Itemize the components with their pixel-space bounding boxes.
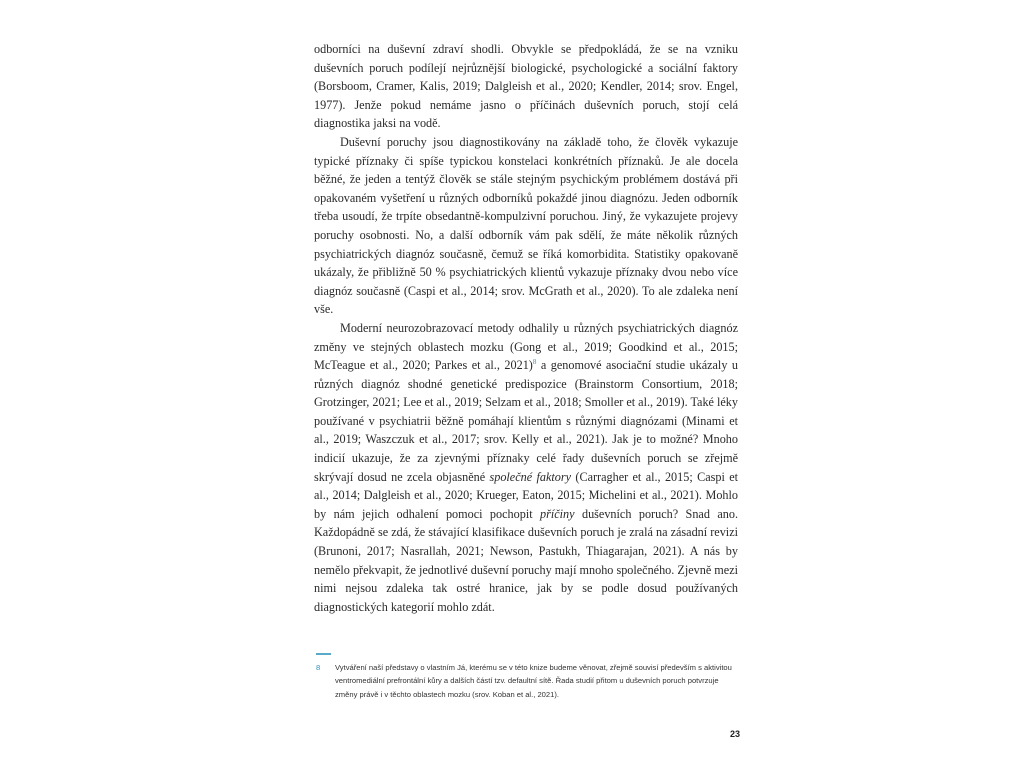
footnote-number: 8: [316, 663, 321, 672]
paragraph-3-part-4: duševních poruch? Snad ano. Každopádně se zdá, že stávající klasifikace duševních poruch je zralá na zásadní revizi (Brunoni, 2017; Nasrallah, 2021; Newson, Pastukh, Thiagarajan, 2021). A nás by nemělo překvapit, že jednotlivé duševní poruchy mají mnoho společného. Zjevně mezi nimi nejsou zdaleka tak ostré hranice, jak by se podle dosud používaných diagnostických kategorií mohlo zdát.: [314, 506, 738, 614]
footnote-text: Vytváření naší představy o vlastním Já, kterému se v této knize budeme věnovat, zřejmě souvisí především s aktivitou ventromediální prefrontální kůry a dalších částí tzv. defaultní sítě. Řada studií přitom u duševních poruch potvrzuje změny právě i v těchto oblastech mozku (srov. Koban et al., 2021).: [335, 663, 732, 699]
paragraph-2: Duševní poruchy jsou diagnostikovány na základě toho, že člověk vykazuje typické příznaky či spíše typickou konstelaci konkrétních příznaků. Je ale docela běžné, že jeden a tentýž člověk se stále stejným psychickým problémem dostává při opakovaném vyšetření u různých odborníků pokaždé jinou diagnózu. Jeden odborník třeba usoudí, že trpíte obsedantně-kompulzivní poruchou. Jiný, že vykazujete projevy poruchy osobnosti. No, a další odborník vám pak sdělí, že máte několik různých psychiatrických diagnóz současně, čemuž se říká komorbidita. Statistiky opakovaně ukázaly, že přibližně 50 % psychiatrických klientů vykazuje příznaky dvou nebo více diagnóz současně (Caspi et al., 2014; srov. McGrath et al., 2020). To ale zdaleka není vše.: [314, 134, 738, 317]
paragraph-3-part-2: a genomové asociační studie ukázaly u různých diagnóz shodné genetické predispozice (Brainstorm Consortium, 2018; Grotzinger, 2021; Lee et al., 2019; Selzam et al., 2018; Smoller et al., 2019). Také léky používané v psychiatrii běžně pomáhají klientům s různými diagnózami (Minami et al., 2019; Waszczuk et al., 2017; srov. Kelly et al., 2021). Jak je to možné? Mnoho indicií ukazuje, že za zjevnými příznaky celé řady duševních poruch se zřejmě skrývají dosud ne zcela objasněné: [314, 358, 739, 484]
paragraph-3-emphasis-1: společné faktory: [489, 469, 572, 484]
paragraph-3-emphasis-2: příčiny: [540, 506, 575, 521]
main-text: [314, 40, 738, 616]
paragraph-3: [314, 319, 738, 617]
paragraph-1: odborníci na duševní zdraví shodli. Obvykle se předpokládá, že se na vzniku duševních poruch podílejí nejrůznější biologické, psychologické a sociální faktory (Borsboom, Cramer, Kalis, 2019; Dalgleish et al., 2020; Kendler, 2014; srov. Engel, 1977). Jenže pokud nemáme jasno o příčinách duševních poruch, stojí celá diagnostika jaksi na vodě.: [314, 42, 738, 131]
paragraph-3-part-3: (Carragher et al., 2015; Caspi et al., 2014; Dalgleish et al., 2020; Krueger, Eaton, 2015; Michelini et al., 2021). Mohlo by nám jejich odhalení pomoci pochopit: [314, 469, 738, 521]
footnote-divider: [316, 653, 331, 655]
paragraph-3-part-1: Moderní neurozobrazovací metody odhalily u různých psychiatrických diagnóz změny ve stejných oblastech mozku (Gong et al., 2019; Goodkind et al., 2015; McTeague et al., 2020; Parkes et al., 2021): [314, 320, 738, 373]
footnote: [316, 661, 740, 701]
footnote-reference[interactable]: 8: [532, 358, 537, 367]
page-number: 23: [729, 729, 740, 739]
